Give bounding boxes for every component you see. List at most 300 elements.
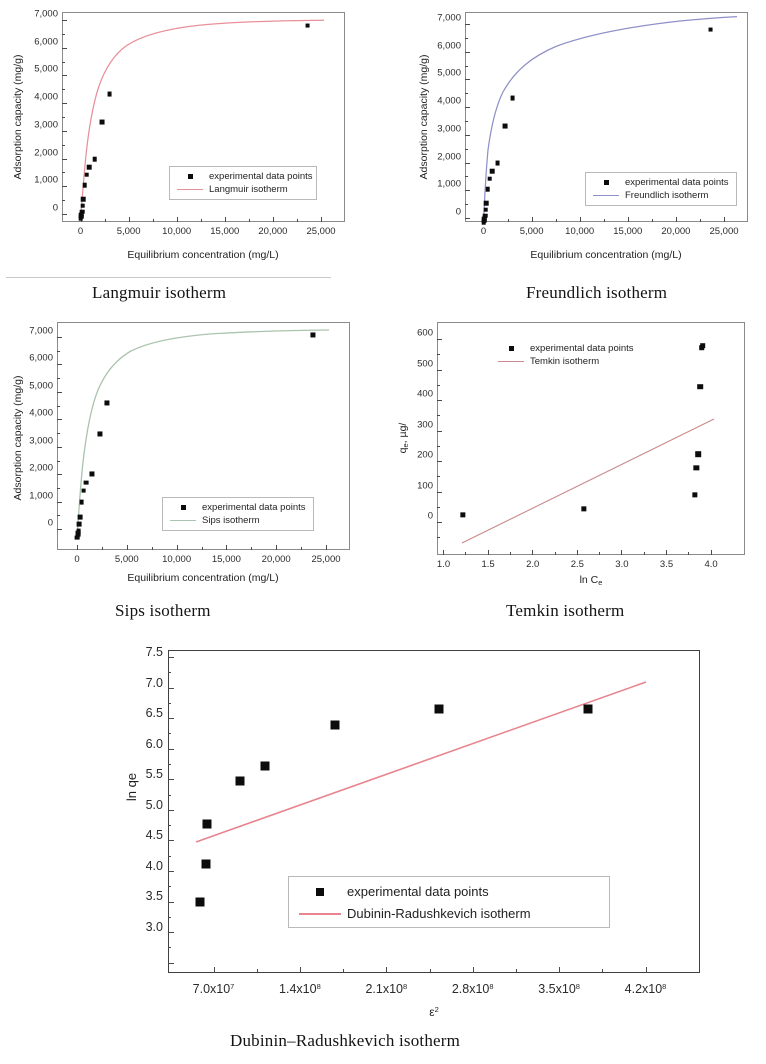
data-point (79, 500, 84, 505)
dubinin-x-tick-mantissa: 2.1x10 (365, 982, 403, 996)
dubinin-x-tick-mantissa: 4.2x10 (624, 982, 663, 996)
legend-line-icon (297, 913, 343, 915)
data-point (692, 493, 697, 498)
sips-plot-area (57, 322, 350, 550)
temkin-x-tick: 2.5 (570, 559, 584, 570)
temkin-x-tick-minor (555, 552, 556, 555)
dubinin-y-tick-mark (168, 963, 174, 964)
legend-label: experimental data points (209, 171, 313, 182)
freundlich-x-tick (724, 217, 725, 222)
sips-x-tick (226, 545, 227, 550)
dubinin-x-tick-mantissa: 1.4x10 (279, 982, 317, 996)
data-point (82, 183, 87, 188)
legend-line-icon (168, 520, 198, 521)
temkin-x-tick-minor (599, 552, 600, 555)
langmuir-y-tick: 7,000 (34, 8, 58, 20)
dubinin-y-tick-minor (168, 733, 171, 734)
langmuir-y-tick-mark (62, 131, 67, 132)
temkin-y-tick: 300 (417, 419, 433, 430)
temkin-y-tick: 500 (417, 358, 433, 369)
temkin-x-tick: 4.0 (704, 559, 718, 570)
sips-y-tick: 0 (47, 517, 53, 529)
legend-label: Sips isotherm (202, 515, 260, 526)
legend-row-line (496, 355, 674, 368)
temkin-y-tick-mark (437, 431, 442, 432)
data-point (503, 124, 508, 129)
dubinin-x-tick (559, 967, 560, 973)
freundlich-y-tick: 1,000 (437, 178, 461, 190)
temkin-y-tick-mark (437, 522, 442, 523)
freundlich-x-tick (580, 217, 581, 222)
sips-x-tick: 15,000 (211, 554, 241, 565)
temkin-x-tick-minor (688, 552, 689, 555)
dubinin-y-tick-minor (168, 764, 171, 765)
legend-row-marker (175, 170, 313, 183)
dubinin-x-tick-minor (430, 969, 431, 972)
freundlich-x-tick (628, 217, 629, 222)
data-point (700, 343, 706, 349)
freundlich-y-tick: 3,000 (437, 123, 461, 135)
dubinin-x-tick-exponent: 8 (489, 982, 494, 991)
data-point (202, 859, 211, 868)
sips-legend (162, 497, 314, 531)
dubinin-x-tick (193, 982, 235, 996)
temkin-x-tick (711, 550, 712, 555)
dubinin-y-tick-minor (168, 856, 171, 857)
temkin-y-tick: 600 (417, 327, 433, 339)
dubinin-x-tick-minor (602, 969, 603, 972)
temkin-fit-line (462, 419, 714, 543)
sips-y-tick-minor (57, 406, 60, 407)
dubinin-y-tick-minor (168, 947, 171, 948)
sips-y-tick-mark (57, 447, 62, 448)
sips-x-tick: 5,000 (114, 554, 139, 565)
langmuir-y-tick-mark (62, 20, 67, 21)
sips-x-axis-title: Equilibrium concentration (mg/L) (127, 572, 279, 584)
langmuir-y-tick-mark (62, 186, 67, 187)
data-point (695, 451, 701, 457)
sips-x-tick-minor (152, 547, 153, 550)
langmuir-x-tick: 15,000 (210, 226, 240, 237)
langmuir-y-tick-minor (62, 62, 65, 63)
temkin-x-tick: 3.0 (615, 559, 629, 570)
langmuir-x-tick-minor (153, 219, 154, 222)
temkin-y-tick-minor (437, 476, 440, 477)
data-point (460, 512, 465, 517)
panel-freundlich (383, 0, 766, 302)
langmuir-x-tick (225, 217, 226, 222)
freundlich-y-tick-mark (465, 190, 470, 191)
dubinin-y-tick: 3.0 (145, 920, 163, 934)
temkin-x-label-sub: e (598, 578, 603, 587)
sips-y-axis-title: Adsorption capacity (mg/g) (12, 375, 24, 501)
dubinin-x-tick (214, 967, 215, 973)
legend-row-marker (496, 342, 674, 355)
sips-y-tick: 1,000 (29, 490, 53, 502)
dubinin-y-tick-minor (168, 795, 171, 796)
data-point (510, 95, 515, 100)
sips-y-tick: 5,000 (29, 380, 53, 392)
sips-x-tick (177, 545, 178, 550)
freundlich-y-tick: 6,000 (437, 40, 461, 52)
dubinin-x-tick-exponent: 8 (316, 982, 321, 991)
langmuir-x-tick-minor (297, 219, 298, 222)
legend-marker-square-icon (168, 505, 198, 510)
legend-row-line (591, 189, 729, 202)
dubinin-y-tick-minor (168, 825, 171, 826)
sips-y-tick-minor (57, 378, 60, 379)
data-point (81, 488, 86, 493)
langmuir-y-tick-minor (62, 145, 65, 146)
temkin-y-tick-minor (437, 354, 440, 355)
langmuir-x-tick-minor (105, 219, 106, 222)
langmuir-y-tick: 1,000 (34, 174, 58, 186)
legend-marker-square-icon (297, 888, 343, 896)
langmuir-y-tick-mark (62, 214, 67, 215)
freundlich-x-tick-minor (604, 219, 605, 222)
dubinin-x-tick (279, 982, 321, 996)
dubinin-x-label-exponent: 2 (434, 1005, 439, 1014)
data-point (708, 27, 713, 32)
freundlich-x-tick: 10,000 (565, 226, 595, 237)
dubinin-x-tick-minor (257, 969, 258, 972)
freundlich-y-tick: 2,000 (437, 151, 461, 162)
legend-label: Langmuir isotherm (209, 184, 288, 195)
dubinin-x-tick-mantissa: 3.5x10 (538, 982, 576, 996)
sips-x-tick-minor (251, 547, 252, 550)
legend-line-icon (591, 195, 621, 196)
temkin-x-tick (443, 550, 444, 555)
freundlich-caption: Freundlich isotherm (526, 283, 668, 302)
legend-marker-square-icon (496, 346, 526, 351)
langmuir-x-tick (321, 217, 322, 222)
legend-label: experimental data points (530, 343, 634, 354)
langmuir-x-tick: 0 (77, 226, 84, 237)
temkin-x-tick (666, 550, 667, 555)
langmuir-x-tick-minor (249, 219, 250, 222)
dubinin-x-tick (625, 982, 667, 996)
sips-x-tick (127, 545, 128, 550)
sips-x-tick: 10,000 (162, 554, 192, 565)
freundlich-y-tick: 5,000 (437, 67, 461, 79)
legend-label: Freundlich isotherm (625, 190, 709, 201)
sips-y-tick-mark (57, 419, 62, 420)
freundlich-y-tick: 0 (455, 206, 461, 218)
dubinin-x-tick (452, 982, 494, 996)
dubinin-x-tick-exponent: 8 (402, 982, 408, 991)
langmuir-y-tick-mark (62, 103, 67, 104)
dubinin-y-tick-minor (168, 886, 171, 887)
data-point (235, 776, 244, 785)
langmuir-x-tick (273, 217, 274, 222)
dubinin-x-tick-minor (343, 969, 344, 972)
temkin-y-tick: 100 (417, 480, 433, 491)
temkin-y-tick-mark (437, 461, 442, 462)
data-point (84, 173, 89, 178)
dubinin-y-tick: 5.0 (145, 797, 163, 812)
langmuir-y-axis-title: Adsorption capacity (mg/g) (12, 54, 24, 180)
langmuir-y-tick: 0 (52, 202, 58, 214)
data-point (435, 705, 444, 714)
langmuir-caption: Langmuir isotherm (92, 283, 227, 302)
freundlich-legend (585, 172, 737, 206)
freundlich-y-tick-minor (465, 149, 468, 150)
temkin-x-tick-minor (510, 552, 511, 555)
freundlich-x-tick: 25,000 (709, 226, 739, 237)
langmuir-y-tick: 3,000 (34, 119, 58, 131)
freundlich-x-tick: 0 (480, 226, 487, 237)
freundlich-y-tick-mark (465, 135, 470, 136)
panel-temkin (383, 310, 766, 620)
legend-row-marker (591, 176, 729, 189)
langmuir-x-tick: 25,000 (306, 226, 336, 237)
dubinin-x-tick-mantissa: 7.0x10 (192, 982, 231, 996)
sips-x-tick: 25,000 (311, 554, 341, 565)
freundlich-y-tick-mark (465, 107, 470, 108)
dubinin-x-tick-exponent: 8 (662, 982, 667, 991)
dubinin-x-tick (365, 982, 407, 996)
data-point (81, 197, 86, 202)
legend-line-icon (496, 361, 526, 362)
legend-label: Dubinin-Radushkevich isotherm (347, 906, 531, 921)
dubinin-legend (288, 876, 610, 928)
dubinin-y-tick: 7.0 (145, 675, 163, 690)
freundlich-y-tick-minor (465, 38, 468, 39)
legend-marker-square-icon (591, 180, 621, 185)
data-point (89, 472, 94, 477)
temkin-x-tick: 1.5 (481, 559, 495, 570)
langmuir-y-tick: 5,000 (34, 63, 58, 75)
freundlich-x-tick-minor (556, 219, 557, 222)
data-point (80, 210, 85, 215)
sips-y-tick: 2,000 (29, 462, 53, 474)
langmuir-y-tick-minor (62, 89, 65, 90)
temkin-x-tick: 3.5 (659, 559, 674, 570)
dubinin-y-tick-mark (168, 810, 174, 811)
dubinin-y-axis-title: ln qe (124, 772, 139, 802)
dubinin-x-tick-mantissa: 2.8x10 (451, 982, 490, 996)
sips-y-tick: 7,000 (29, 325, 53, 337)
data-point (100, 120, 105, 125)
freundlich-y-tick-mark (465, 163, 470, 164)
data-point (484, 201, 489, 206)
langmuir-y-tick-minor (62, 117, 65, 118)
sips-x-tick-minor (202, 547, 203, 550)
sips-y-tick: 3,000 (29, 435, 53, 447)
temkin-y-tick-minor (437, 415, 440, 416)
freundlich-x-tick-minor (508, 219, 509, 222)
langmuir-plot-area (62, 12, 345, 222)
dubinin-x-tick (386, 967, 387, 973)
freundlich-x-tick: 20,000 (661, 226, 691, 237)
temkin-x-tick (621, 550, 622, 555)
temkin-caption: Temkin isotherm (506, 601, 625, 620)
temkin-y-tick-minor (437, 446, 440, 447)
legend-label: Temkin isotherm (530, 356, 600, 367)
dubinin-x-tick-exponent: 7 (230, 982, 235, 991)
sips-y-tick-mark (57, 502, 62, 503)
dubinin-y-tick-mark (168, 932, 174, 933)
freundlich-x-tick: 5,000 (519, 226, 544, 237)
freundlich-y-tick: 7,000 (437, 12, 461, 24)
temkin-y-tick: 200 (417, 449, 433, 461)
data-point (495, 161, 500, 166)
sips-y-tick-minor (57, 488, 60, 489)
dubinin-y-tick-mark (168, 749, 174, 750)
temkin-x-tick (488, 550, 489, 555)
data-point (80, 203, 85, 208)
langmuir-y-tick-minor (62, 200, 65, 201)
freundlich-y-tick-mark (465, 79, 470, 80)
data-point (583, 705, 592, 714)
sips-y-tick: 6,000 (29, 352, 53, 364)
dubinin-x-tick-exponent: 8 (575, 982, 580, 991)
dubinin-y-tick-mark (168, 902, 174, 903)
dubinin-y-tick: 4.0 (145, 858, 163, 873)
legend-label: experimental data points (625, 177, 729, 188)
data-point (330, 720, 339, 729)
data-point (203, 819, 212, 828)
dubinin-y-tick-mark (168, 840, 174, 841)
freundlich-x-tick: 15,000 (613, 226, 643, 237)
freundlich-x-tick-minor (652, 219, 653, 222)
sips-x-tick-minor (301, 547, 302, 550)
langmuir-y-tick-minor (62, 172, 65, 173)
temkin-y-tick: 400 (417, 388, 433, 400)
dubinin-y-tick: 7.5 (145, 645, 163, 659)
dubinin-y-tick: 6.0 (145, 736, 163, 751)
legend-row-marker (168, 501, 306, 514)
langmuir-x-tick (129, 217, 130, 222)
data-point (694, 465, 699, 470)
legend-label: experimental data points (347, 884, 489, 899)
temkin-x-label-main: ln C (579, 574, 599, 586)
legend-line-icon (175, 189, 205, 190)
temkin-y-label-main: q (397, 447, 409, 454)
sips-y-tick-minor (57, 351, 60, 352)
temkin-y-tick-minor (437, 507, 440, 508)
dubinin-y-tick-minor (168, 672, 171, 673)
data-point (84, 480, 89, 485)
temkin-y-tick-minor (437, 385, 440, 386)
sips-y-tick-mark (57, 337, 62, 338)
sips-y-tick-mark (57, 364, 62, 365)
data-point (697, 384, 703, 390)
sips-y-tick: 4,000 (29, 407, 53, 419)
data-point (490, 169, 495, 174)
langmuir-x-tick: 5,000 (116, 226, 141, 237)
dubinin-x-tick-minor (516, 969, 517, 972)
langmuir-x-tick (177, 217, 178, 222)
sips-x-tick (276, 545, 277, 550)
data-point (485, 187, 490, 192)
dubinin-y-tick: 6.5 (145, 706, 163, 721)
temkin-x-tick: 1.0 (436, 559, 451, 570)
freundlich-y-tick: 4,000 (437, 95, 461, 107)
temkin-y-tick-mark (437, 492, 442, 493)
langmuir-y-tick-mark (62, 48, 67, 49)
dubinin-y-tick-mark (168, 779, 174, 780)
data-point (305, 23, 310, 28)
langmuir-x-tick-minor (201, 219, 202, 222)
langmuir-y-tick: 6,000 (34, 36, 58, 48)
freundlich-y-tick-minor (465, 66, 468, 67)
data-point (76, 528, 81, 533)
temkin-y-axis-title (397, 423, 410, 454)
freundlich-x-axis-title: Equilibrium concentration (mg/L) (530, 249, 682, 261)
legend-row-marker (297, 881, 599, 903)
freundlich-y-tick-minor (465, 176, 468, 177)
panel-dubinin (0, 612, 766, 1064)
freundlich-plot-area (465, 12, 748, 222)
temkin-x-tick (577, 550, 578, 555)
langmuir-y-tick-minor (62, 34, 65, 35)
data-point (483, 207, 488, 212)
freundlich-y-tick-mark (465, 52, 470, 53)
temkin-x-tick: 2.0 (526, 559, 540, 570)
dubinin-y-tick-minor (168, 917, 171, 918)
dubinin-y-tick: 5.5 (145, 767, 163, 782)
dubinin-plot-area (168, 650, 700, 973)
temkin-y-tick: 0 (427, 510, 433, 522)
legend-row-line (175, 183, 309, 196)
data-point (195, 897, 204, 906)
temkin-x-tick (532, 550, 533, 555)
legend-marker-square-icon (175, 174, 205, 179)
data-point (105, 401, 110, 406)
data-point (487, 177, 492, 182)
sips-y-tick-minor (57, 433, 60, 434)
data-point (261, 762, 270, 771)
langmuir-x-tick: 20,000 (258, 226, 288, 237)
legend-row-line (297, 903, 599, 925)
data-point (107, 91, 112, 96)
langmuir-y-tick-mark (62, 75, 67, 76)
legend-row-line (168, 514, 306, 527)
dubinin-y-tick-mark (168, 718, 174, 719)
dubinin-y-tick: 4.5 (145, 828, 163, 843)
temkin-y-tick-mark (437, 370, 442, 371)
sips-y-tick-mark (57, 392, 62, 393)
langmuir-legend (169, 166, 317, 200)
langmuir-y-tick: 2,000 (34, 147, 58, 158)
sips-y-tick-minor (57, 461, 60, 462)
dubinin-x-label-main: ε (429, 1005, 435, 1019)
sips-x-tick-minor (102, 547, 103, 550)
dubinin-x-tick (538, 982, 580, 996)
sips-caption: Sips isotherm (115, 601, 211, 620)
sips-y-tick-minor (57, 515, 60, 516)
dubinin-y-tick: 3.5 (145, 889, 163, 904)
sips-y-tick-mark (57, 529, 62, 530)
langmuir-y-tick-mark (62, 159, 67, 160)
temkin-y-tick-minor (437, 537, 440, 538)
data-point (483, 214, 488, 219)
panel-sips (0, 310, 383, 620)
sips-y-tick-mark (57, 474, 62, 475)
langmuir-x-axis-title: Equilibrium concentration (mg/L) (127, 249, 279, 261)
temkin-x-tick-minor (465, 552, 466, 555)
dubinin-y-tick-minor (168, 703, 171, 704)
sips-x-tick: 20,000 (261, 554, 291, 565)
freundlich-y-tick-minor (465, 204, 468, 205)
data-point (77, 522, 82, 527)
freundlich-x-tick-minor (700, 219, 701, 222)
data-point (97, 431, 102, 436)
data-point (92, 157, 97, 162)
freundlich-y-tick-mark (465, 218, 470, 219)
temkin-y-label-tail: , µg/ (397, 422, 409, 444)
